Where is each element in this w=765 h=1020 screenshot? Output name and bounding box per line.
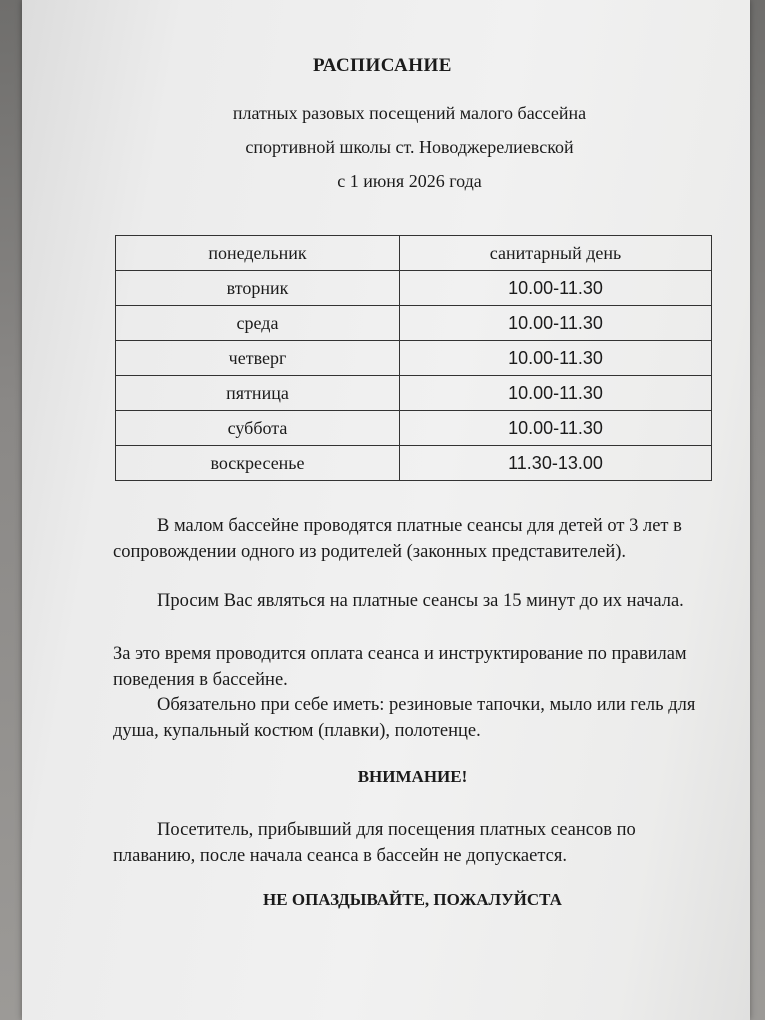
info-paragraph-age: В малом бассейне проводятся платные сеансы для детей от 3 лет в сопровождении одного из родителей (законных представителей). bbox=[113, 516, 682, 562]
time-cell: санитарный день bbox=[400, 236, 712, 271]
table-row bbox=[116, 306, 712, 341]
time-cell: 11.30-13.00 bbox=[400, 446, 712, 481]
subtitle-line-2: спортивной школы ст. Новоджерелиевской bbox=[245, 137, 574, 157]
table-row bbox=[116, 341, 712, 376]
time-cell: 10.00-11.30 bbox=[400, 376, 712, 411]
info-paragraph-payment: За это время проводится оплата сеанса и инструктирование по правилам поведения в бассейне. bbox=[113, 644, 687, 690]
day-cell: вторник bbox=[116, 271, 400, 306]
day-cell: среда bbox=[116, 306, 400, 341]
schedule-table bbox=[115, 235, 712, 481]
time-cell: 10.00-11.30 bbox=[400, 411, 712, 446]
day-cell: понедельник bbox=[116, 236, 400, 271]
document-title: РАСПИСАНИЕ bbox=[313, 55, 452, 76]
day-cell: четверг bbox=[116, 341, 400, 376]
time-cell: 10.00-11.30 bbox=[400, 271, 712, 306]
table-row bbox=[116, 236, 712, 271]
day-cell: пятница bbox=[116, 376, 400, 411]
table-row bbox=[116, 411, 712, 446]
subtitle-line-1: платных разовых посещений малого бассейна bbox=[232, 103, 587, 123]
time-cell: 10.00-11.30 bbox=[400, 341, 712, 376]
table-row bbox=[116, 446, 712, 481]
subtitle-line-3: с 1 июня 2026 года bbox=[337, 171, 482, 191]
info-paragraph-arrival: Просим Вас являться на платные сеансы за 15 минут до их начала. bbox=[157, 591, 684, 611]
table-row bbox=[116, 271, 712, 306]
table-row bbox=[116, 376, 712, 411]
day-cell: суббота bbox=[116, 411, 400, 446]
attention-heading: ВНИМАНИЕ! bbox=[357, 767, 468, 786]
info-paragraph-items: Обязательно при себе иметь: резиновые тапочки, мыло или гель для душа, купальный костюм (плавки), полотенце. bbox=[113, 695, 696, 741]
time-cell: 10.00-11.30 bbox=[400, 306, 712, 341]
info-paragraph-late-rule: Посетитель, прибывший для посещения платных сеансов по плаванию, после начала сеанса в бассейн не допускается. bbox=[113, 820, 636, 866]
footer-notice: НЕ ОПАЗДЫВАЙТЕ, ПОЖАЛУЙСТА bbox=[263, 890, 562, 909]
day-cell: воскресенье bbox=[116, 446, 400, 481]
